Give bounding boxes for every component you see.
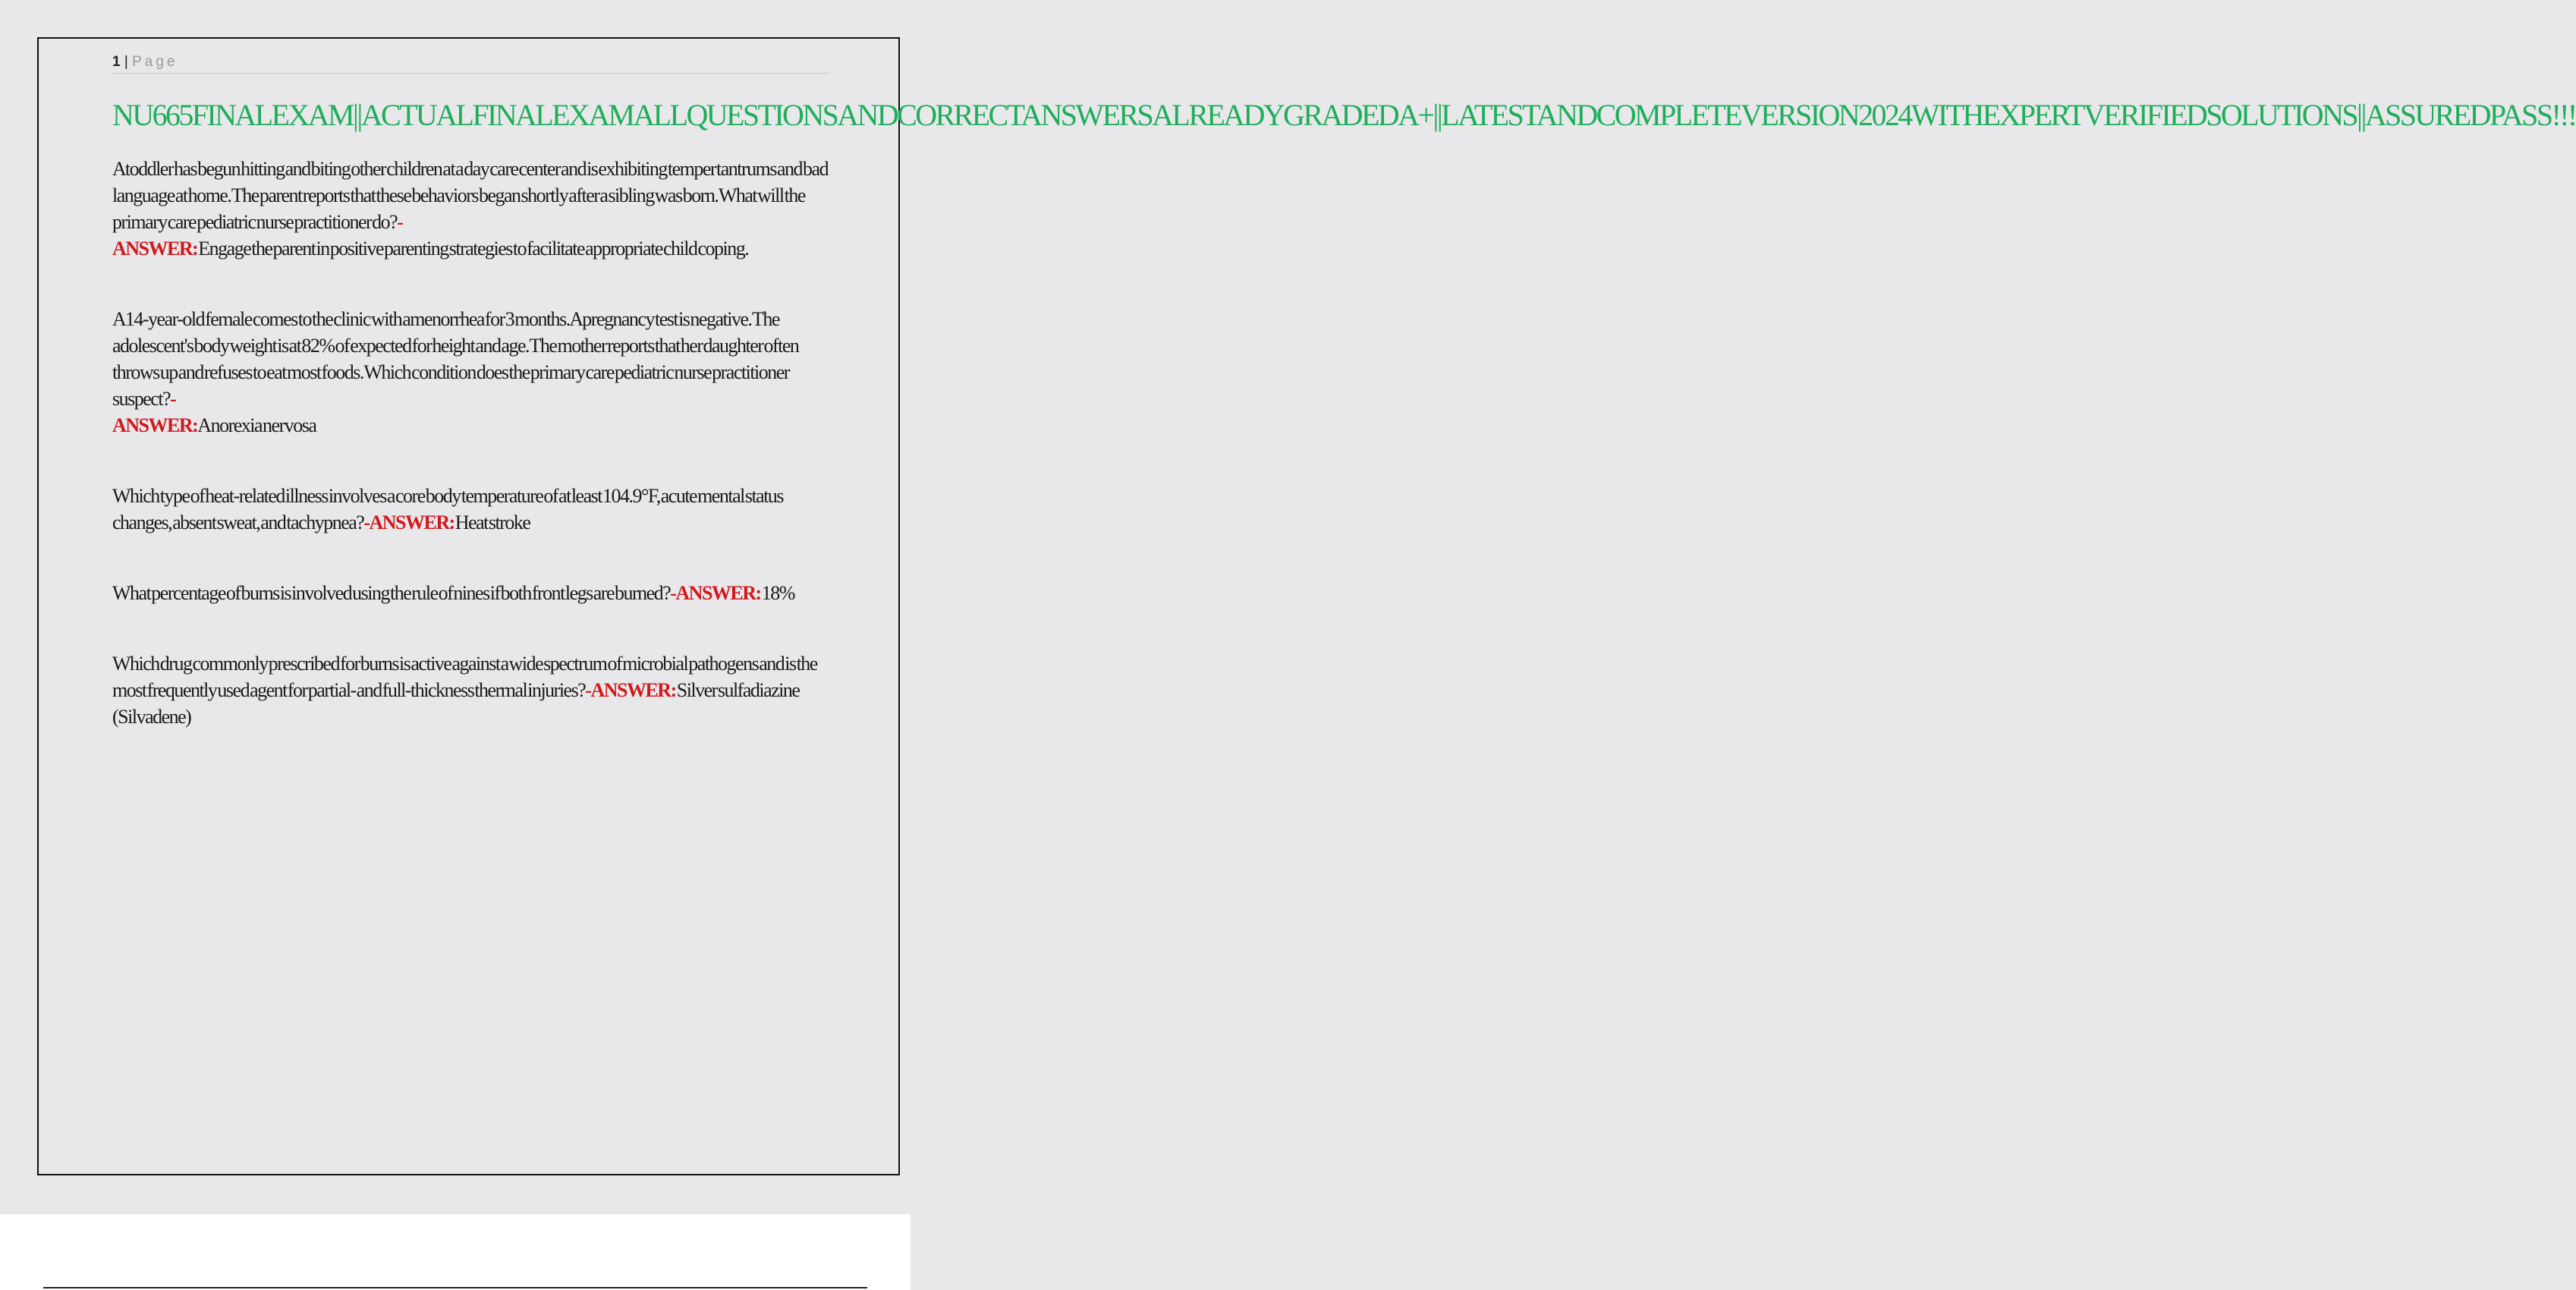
page-content [112, 54, 2576, 774]
answer-label: ANSWER: [112, 238, 198, 260]
answer-text: 18% [761, 582, 794, 604]
page-word: Page [132, 54, 178, 70]
answer-text: Heat stroke [454, 511, 530, 533]
answer-label: ANSWER: [369, 511, 454, 533]
question-text: Which type of heat-related illness involves a core body temperature of at least 104.9°F, acute mental status changes, absent sweat, and tachypnea? [112, 485, 784, 533]
question-text: What percentage of burns is involved using the rule of nines if both front legs are burned? [112, 582, 671, 604]
page-header-separator: | [124, 54, 128, 70]
page-header [112, 54, 829, 74]
qa-item [112, 156, 829, 262]
document-page [37, 37, 2576, 1175]
answer-separator: - [170, 388, 176, 410]
question-text: A toddler has begun hitting and biting other children at a day care center and is exhibiting temper tantrums and bad language at home. The parent reports that these behaviors began shortly after a sibling was born. What will the primary care pediatric nurse practitioner do? [112, 158, 829, 233]
next-page-area [0, 1214, 911, 1290]
answer-separator: - [397, 211, 403, 233]
question-text: Which drug commonly prescribed for burns is active against a wide spectrum of microbial pathogens and is the most frequently used agent for partial- and full-thickness thermal injuries? [112, 653, 817, 701]
next-page-header-rule [43, 1287, 867, 1288]
answer-label: ANSWER: [112, 414, 198, 436]
qa-item [112, 650, 829, 730]
answer-label: ANSWER: [675, 582, 761, 604]
qa-item [112, 306, 829, 439]
answer-separator: - [670, 582, 676, 604]
page-number: 1 [112, 54, 121, 70]
answer-separator: - [585, 679, 591, 701]
question-text: A 14-year-old female comes to the clinic with amenorrhea for 3 months. A pregnancy test is negative. The adolescent's body weight is at 82% of expected for height and age. The mother reports that her daughter often throws up and refuses to eat most foods. Which condition does the primary care pediatric nurse practitioner suspect? [112, 308, 799, 410]
answer-text: Anorexia nervosa [197, 414, 316, 436]
answer-text: Silver sulfadiazine (Silvadene) [112, 679, 800, 728]
answer-label: ANSWER: [590, 679, 676, 701]
answer-text: Engage the parent in positive parenting strategies to facilitate appropriate child coping. [198, 238, 749, 260]
answer-separator: - [363, 511, 370, 533]
qa-item [112, 483, 829, 536]
qa-item [112, 580, 829, 606]
document-title: NU665FINALEXAM||ACTUALFINALEXAMALLQUESTIONSANDCORRECTANSWERSALREADYGRADEDA+||LATESTANDCOMPLETEVERSION2024WITHEXPERTVERIFIEDSOLUTIONS||ASSUREDPASS!!! [112, 98, 2576, 132]
